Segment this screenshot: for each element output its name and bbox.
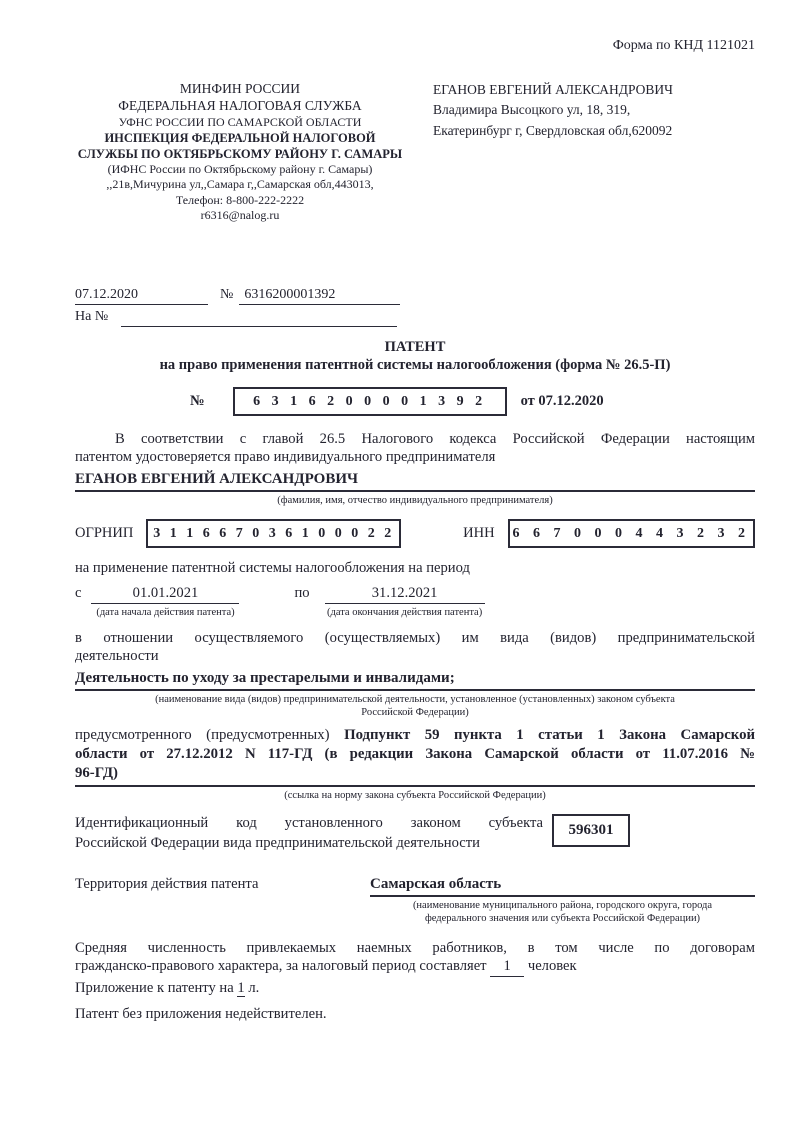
workers-paragraph xyxy=(75,940,755,977)
grant-intro-line1: В соответствии с главой 26.5 Налогового кодекса Российской Федерации настоящим xyxy=(115,431,755,448)
recipient-address-line2: Екатеринбург г, Свердловская обл,620092 xyxy=(433,122,673,138)
law-prefix: предусмотренного (предусмотренных) xyxy=(75,726,330,743)
activity-intro-line2: деятельности xyxy=(75,647,159,664)
reply-reference-row xyxy=(75,309,755,327)
law-line1 xyxy=(75,726,755,745)
number-sign: № xyxy=(220,287,234,303)
recipient-address-line1: Владимира Высоцкого ул, 18, 319, xyxy=(433,102,631,118)
activity-name-caption-line1: (наименование вида (видов) предпринимательской деятельности, установленное (установленных) законом субъекта xyxy=(155,693,675,705)
territory-label: Территория действия патента xyxy=(75,875,259,892)
activity-name-caption xyxy=(75,693,755,720)
period-from-label: с xyxy=(75,585,82,602)
workers-count: 1 xyxy=(490,958,524,977)
reference-block xyxy=(75,287,755,327)
inn-field: 6 6 7 0 0 0 4 4 3 2 3 2 xyxy=(508,519,755,548)
reply-label: На № xyxy=(75,309,109,325)
patent-title: ПАТЕНТ xyxy=(384,339,446,356)
attachment-pages: 1 xyxy=(237,979,245,996)
ogrnip-label: ОГРНИП xyxy=(75,525,134,542)
patent-number-row xyxy=(75,387,755,416)
period-from-date: 01.01.2021 xyxy=(91,585,239,604)
territory-field xyxy=(370,876,755,926)
outgoing-date: 07.12.2020 xyxy=(75,287,208,305)
patent-number-sign: № xyxy=(190,393,205,410)
workers-line1: Средняя численность привлекаемых наемных работников, в том числе по договорам xyxy=(75,939,755,956)
identification-code-label-line2: Российской Федерации вида предпринимательской деятельности xyxy=(75,835,480,851)
document-header xyxy=(75,80,755,223)
period-from-caption: (дата начала действия патента) xyxy=(96,607,235,619)
identification-code-row xyxy=(75,814,755,853)
workers-line2: гражданско-правового характера, за налоговый период составляет 1 человек xyxy=(75,958,755,977)
issuer-inspection-line2: СЛУЖБЫ ПО ОКТЯБРЬСКОМУ РАЙОНУ Г. САМАРЫ xyxy=(77,146,403,161)
activity-code-box: 596301 xyxy=(552,814,630,847)
territory-caption xyxy=(370,899,755,926)
period-to-caption: (дата окончания действия патента) xyxy=(326,607,483,619)
activity-name-caption-line2: Российской Федерации) xyxy=(361,707,469,719)
identification-code-label-line1: Идентификационный код установленного законом субъекта xyxy=(75,815,543,832)
entrepreneur-name-caption: (фамилия, имя, отчество индивидуального предпринимателя) xyxy=(277,494,553,506)
attachment-line: Приложение к патенту на 1 л. xyxy=(75,979,260,996)
issuer-service: ФЕДЕРАЛЬНАЯ НАЛОГОВАЯ СЛУЖБА xyxy=(118,98,362,114)
grant-intro-line2: патентом удостоверяется право индивидуального предпринимателя xyxy=(75,448,496,465)
outgoing-reference-row xyxy=(75,287,755,305)
validity-note: Патент без приложения недействителен. xyxy=(75,1006,327,1023)
issuer-department: УФНС РОССИИ ПО САМАРСКОЙ ОБЛАСТИ xyxy=(118,114,362,129)
law-caption: (ссылка на норму закона субъекта Российской Федерации) xyxy=(284,789,546,801)
patent-number-box: 6 3 1 6 2 0 0 0 0 1 3 9 2 xyxy=(233,387,507,416)
codes-row xyxy=(75,519,755,548)
period-to-label: по xyxy=(294,585,310,602)
issuer-inspection-line1: ИНСПЕКЦИЯ ФЕДЕРАЛЬНОЙ НАЛОГОВОЙ xyxy=(104,130,376,145)
territory-row xyxy=(75,876,755,926)
reply-number-blank xyxy=(121,309,397,327)
entrepreneur-name: ЕГАНОВ ЕВГЕНИЙ АЛЕКСАНДРОВИЧ xyxy=(75,471,755,492)
activity-intro-line1: в отношении осуществляемого (осуществляемых) им вида (видов) предпринимательской xyxy=(75,629,755,646)
ogrnip-field: 3 1 1 6 6 7 0 3 6 1 0 0 0 2 2 xyxy=(146,519,401,548)
patent-subtitle: на право применения патентной системы налогообложения (форма № 26.5-П) xyxy=(159,356,671,373)
activity-name: Деятельность по уходу за престарелыми и инвалидами; xyxy=(75,670,755,691)
issuer-phone: Телефон: 8-800-222-2222 xyxy=(175,192,305,207)
outgoing-number: 6316200001392 xyxy=(239,287,400,305)
territory-caption-line2: федерального значения или субъекта Российской Федерации) xyxy=(424,913,701,925)
period-dates-row xyxy=(75,585,755,620)
recipient-name: ЕГАНОВ ЕВГЕНИЙ АЛЕКСАНДРОВИЧ xyxy=(433,82,673,97)
period-intro: на применение патентной системы налогообложения на период xyxy=(75,560,470,577)
inn-label: ИНН xyxy=(463,525,495,542)
grant-paragraph xyxy=(75,431,755,467)
period-from-field xyxy=(91,585,239,620)
law-line3: 96-ГД) xyxy=(75,764,118,781)
law-line1-bold: Подпункт 59 пункта 1 статьи 1 Закона Самарской xyxy=(344,726,756,743)
period-to-field xyxy=(325,585,485,620)
issuer-email: r6316@nalog.ru xyxy=(200,207,280,222)
period-to-date: 31.12.2021 xyxy=(325,585,485,604)
territory-caption-line1: (наименование муниципального района, городского округа, города xyxy=(412,899,713,911)
issuer-ministry: МИНФИН РОССИИ xyxy=(179,81,301,96)
identification-code-label xyxy=(75,814,543,853)
issuer-inspection-short: (ИФНС России по Октябрьскому району г. Самары) xyxy=(107,161,373,176)
recipient-block xyxy=(433,80,755,223)
law-reference-paragraph xyxy=(75,726,755,787)
law-line2: области от 27.12.2012 N 117-ГД (в редакции Закона Самарской области от 11.07.2016 № xyxy=(75,745,755,762)
patent-date: от 07.12.2020 xyxy=(520,393,604,410)
form-code: Форма по КНД 1121021 xyxy=(612,38,755,53)
issuer-block xyxy=(75,80,405,223)
territory-value: Самарская область xyxy=(370,876,755,897)
activity-intro xyxy=(75,630,755,666)
issuer-address: ,,21в,Мичурина ул,,Самара г,,Самарская обл,443013, xyxy=(106,177,374,192)
document-content xyxy=(75,0,755,1024)
